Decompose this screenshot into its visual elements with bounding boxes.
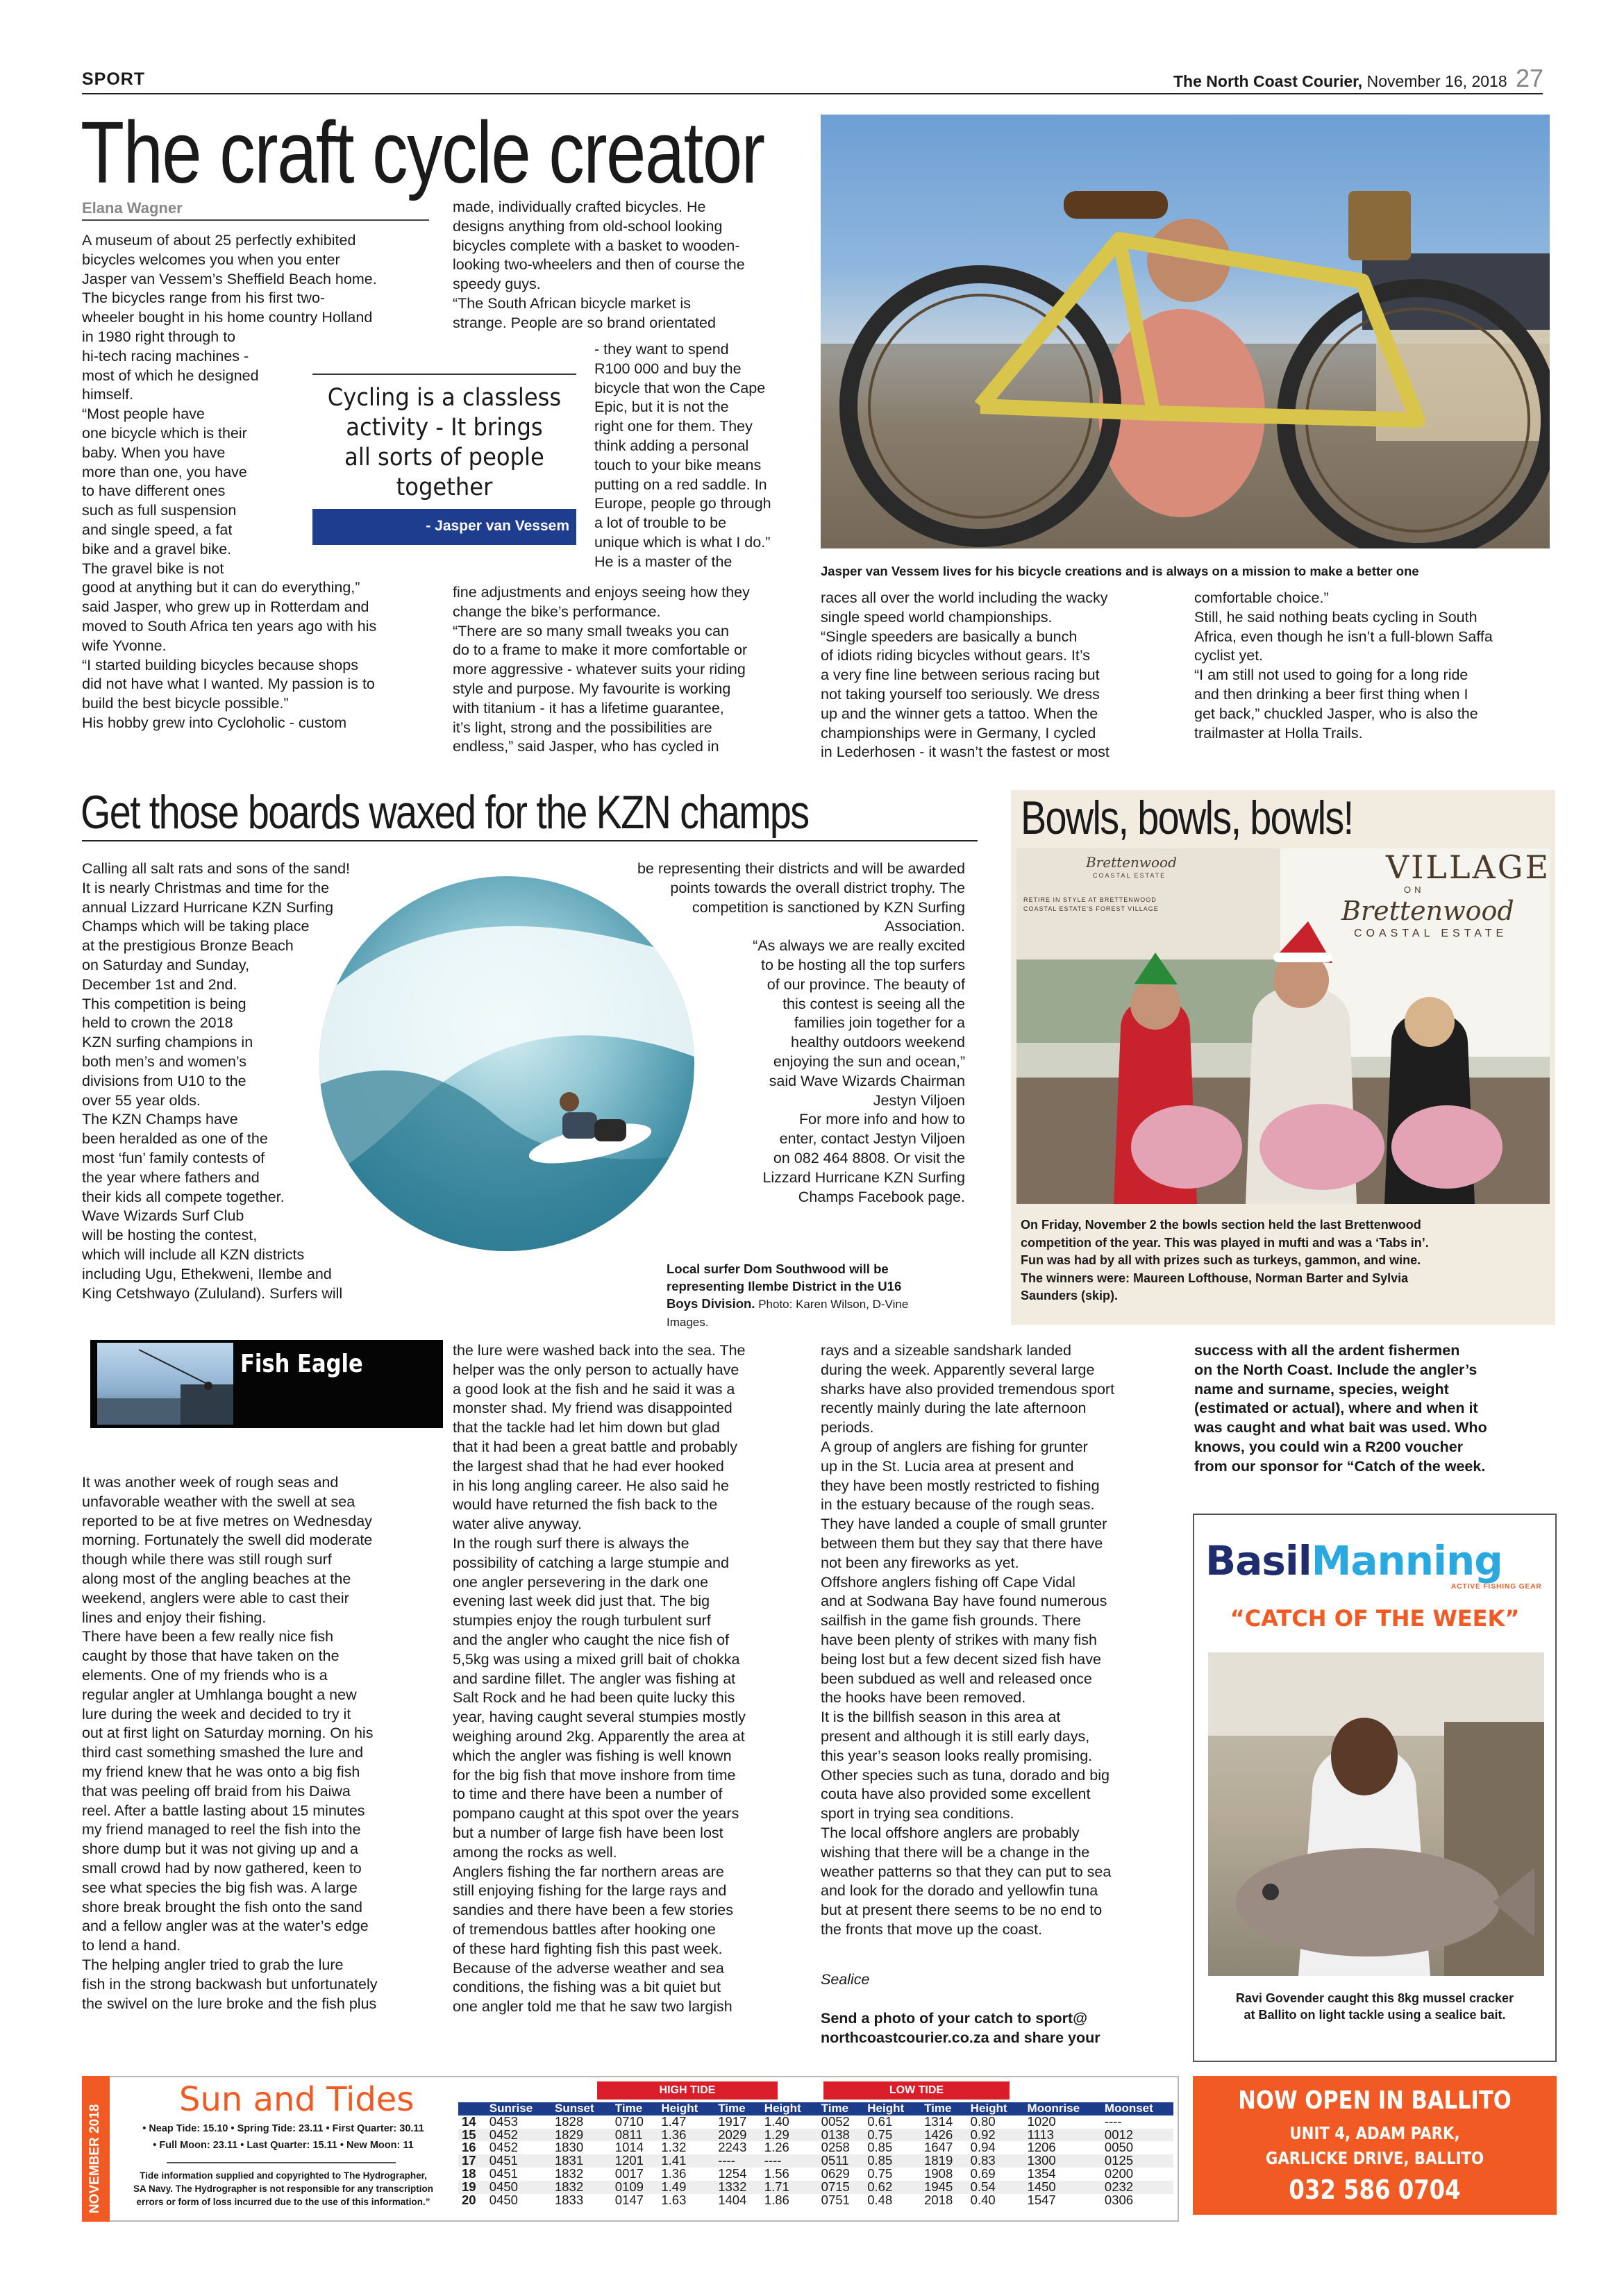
- tide-cell: 0452: [489, 2127, 518, 2142]
- tide-cell: 0012: [1104, 2127, 1134, 2142]
- tide-cell: 1014: [614, 2140, 644, 2155]
- tide-table-wrap: [458, 2102, 1173, 2206]
- tide-cell: 0.48: [867, 2192, 893, 2207]
- tide-col-header: Sunset: [554, 2102, 594, 2115]
- moon-phases-1: • Neap Tide: 15.10 • Spring Tide: 23.11 • First Quarter: 30.11: [142, 2123, 424, 2134]
- tide-table-header: [458, 2102, 1173, 2115]
- tide-col-header: Height: [867, 2102, 905, 2115]
- tide-cell: 1945: [924, 2179, 953, 2194]
- tide-cell: 0450: [489, 2179, 518, 2194]
- tide-row: [458, 2115, 1173, 2129]
- tide-col-header: Height: [970, 2102, 1007, 2115]
- tide-cell: 0451: [489, 2153, 518, 2168]
- brettenwood-sub: COASTAL ESTATE: [1093, 872, 1166, 879]
- tide-row: [458, 2168, 1173, 2181]
- tide-cell: 0.85: [867, 2140, 893, 2155]
- tide-cell: 0715: [821, 2179, 850, 2194]
- tide-cell: 0751: [821, 2192, 850, 2207]
- tide-cell: 0511: [821, 2153, 849, 2168]
- tide-cell: 1314: [924, 2113, 953, 2129]
- tide-col-header: Height: [661, 2102, 698, 2115]
- tide-col-header: Time: [614, 2102, 643, 2115]
- tide-cell: 1300: [1027, 2153, 1056, 2168]
- tide-col-header: Moonset: [1104, 2102, 1153, 2115]
- tide-cell: 0050: [1104, 2140, 1134, 2155]
- tide-table: [458, 2102, 1173, 2206]
- sign-brettenwood: Brettenwood: [1341, 896, 1514, 926]
- tide-cell: 1020: [1027, 2113, 1056, 2129]
- tide-cell: 0017: [614, 2165, 644, 2181]
- tide-cell: 1206: [1027, 2140, 1056, 2155]
- header-rule: [82, 93, 1543, 94]
- tide-cell: 0052: [821, 2113, 850, 2129]
- masthead-dateline: [1173, 72, 1507, 91]
- tide-cell: 2029: [718, 2127, 747, 2142]
- tide-cell: 1830: [554, 2140, 584, 2155]
- tides-disclaimer: Tide information supplied and copyrighted to The Hydrographer, SA Navy. The Hydrographer is not responsible for any transcription errors or form of loss incurred due to the use of this information.”: [133, 2170, 434, 2207]
- tide-cell: 0811: [614, 2127, 643, 2142]
- fish-col4-bold: success with all the ardent fishermen on the North Coast. Include the angler’s name and surname, species, weight (estimated or actual), where and when it was caught and what bait was used. Who knows, you could win a R200 voucher from our sponsor for “Catch of the week.: [1194, 1342, 1487, 1475]
- tide-day: 18: [462, 2165, 476, 2181]
- ballito-phone: 032 586 0704: [1289, 2175, 1461, 2205]
- tide-cell: ----: [764, 2153, 782, 2168]
- sign-on: ON: [1404, 885, 1425, 895]
- tide-col-header: Sunrise: [489, 2102, 533, 2115]
- tide-row: [458, 2181, 1173, 2194]
- tide-day: 14: [462, 2113, 476, 2129]
- tide-cell: 1917: [718, 2113, 747, 2129]
- tide-cell: 1832: [554, 2165, 584, 2181]
- tide-cell: 0232: [1104, 2179, 1134, 2194]
- tide-cell: 0.62: [867, 2179, 893, 2194]
- story2-headline: Get those boards waxed for the KZN champs: [81, 786, 809, 839]
- story1-col4: comfortable choice.” Still, he said nothing beats cycling in South Africa, even though he isn’t a full-blown Saffa cyclist yet. “I am still not used to going for a long ride and then drinking a beer first thing when I get back,” chuckled Jasper, who is also the trailmaster at Holla Trails.: [1194, 589, 1493, 741]
- tide-cell: ----: [1104, 2113, 1122, 2129]
- surfer-caption: [667, 1243, 972, 1331]
- tide-cell: 0147: [614, 2192, 644, 2207]
- tide-cell: 1.47: [661, 2113, 687, 2129]
- tide-cell: 1354: [1027, 2165, 1056, 2181]
- tide-day: 15: [462, 2127, 476, 2142]
- tide-cell: ----: [718, 2153, 735, 2168]
- byline-rule: [82, 219, 429, 221]
- high-tide-label: HIGH TIDE: [659, 2084, 716, 2096]
- issue-date: November 16, 2018: [1362, 72, 1507, 90]
- tide-cell: 2018: [924, 2192, 953, 2207]
- tide-cell: 1.29: [764, 2127, 789, 2142]
- bowls-caption: On Friday, November 2 the bowls section held the last Brettenwood competition of the year. This was played in mufti and was a ‘Tabs in’. Fun was had by all with prizes such as turkeys, gammon, and wine. The winners were: Maureen Lofthouse, Norman Barter and Sylvia Saunders (skip).: [1021, 1218, 1429, 1302]
- tide-col-header: Time: [718, 2102, 746, 2115]
- tide-cell: 1426: [924, 2127, 953, 2142]
- story1-col1: A museum of about 25 perfectly exhibited bicycles welcomes you when you enter Jasper van Vessem’s Sheffield Beach home. The bicycles range from his first two- wheeler bought in his home country Holland in 1980 right through to hi-tech racing machines - most of which he designed himself. “Most people have one bicycle which is their baby. When you have more than one, you have to have different ones such as full suspension and single speed, a fat bike and a gravel bike. The gravel bike is not good at anything but it can do everything,” said Jasper, who grew up in Rotterdam and moved to South Africa ten years ago with his wife Yvonne. “I started building bicycles because shops did not have what I wanted. My passion is to build the best bicycle possible.” His hobby grew into Cycloholic - custom: [82, 232, 377, 731]
- catch-photo: [1208, 1652, 1544, 1976]
- story1-headline: The craft cycle creator: [81, 103, 764, 201]
- bicycle-photo-caption: Jasper van Vessem lives for his bicycle creations and is always on a mission to make a better one: [821, 564, 1419, 578]
- tide-cell: 0200: [1104, 2165, 1134, 2181]
- story1-col3: races all over the world including the wacky single speed world championships. “Single speeders are basically a bunch of idiots riding bicycles without gears. It’s a very fine line between serious racing but not taking yourself too seriously. We dress up and the winner gets a tattoo. When the championships were in Germany, I cycled in Lederhosen - it wasn’t the fastest or most: [821, 589, 1110, 761]
- tide-cell: 0453: [489, 2113, 518, 2129]
- tide-cell: 1.32: [661, 2140, 687, 2155]
- fish-col1: It was another week of rough seas and unfavorable weather with the swell at sea reported to be at five metres on Wednesday morning. Fortunately the swell did moderate though while there was still rough surf along most of the angling beaches at the weekend, anglers were able to cast their lines and enjoy their fishing. There have been a few really nice fish caught by those that have taken on the elements. One of my friends who is a regular angler at Umhlanga bought a new lure during the week and decided to try it out at first light on Saturday morning. On his third cast something smashed the lure and my friend knew that he was onto a big fish that was peeling off braid from his Daiwa reel. After a battle lasting about 15 minutes my friend managed to reel the fish into the shore dump but it was not giving up and a small crowd had by now gathered, keen to see what species the big fish was. A large shore break brought the fish onto the sand and a fellow angler was at the water’s edge to lend a hand. The helping angler tried to grab the lure fish in the strong backwash but unfortunately the swivel on the lure broke and the fish plus: [82, 1474, 378, 2012]
- tide-cell: 0710: [614, 2113, 644, 2129]
- tide-cell: 1.86: [764, 2192, 789, 2207]
- tide-cell: 1908: [924, 2165, 953, 2181]
- low-tide-label: LOW TIDE: [889, 2084, 944, 2096]
- tide-cell: 0.40: [970, 2192, 996, 2207]
- tide-row: [458, 2194, 1173, 2207]
- tide-cell: 1829: [554, 2127, 584, 2142]
- tide-day: 20: [462, 2192, 476, 2207]
- story1-col2-narrow: - they want to spend R100 000 and buy the bicycle that won the Cape Epic, but it is not the right one for them. They think adding a personal touch to your bike means putting on a red saddle. In Europe, people go through a lot of trouble to be unique which is what I do.” He is a master of the: [594, 341, 771, 570]
- tide-cell: 1254: [718, 2165, 747, 2181]
- brettenwood-brand: Brettenwood: [1086, 854, 1177, 871]
- tide-cell: 0138: [821, 2127, 850, 2142]
- story1-byline: Elana Wagner: [82, 199, 183, 217]
- tide-cell: 0.94: [970, 2140, 996, 2155]
- ballito-line1: NOW OPEN IN BALLITO: [1238, 2086, 1512, 2115]
- fish-col3-bold: Send a photo of your catch to sport@ northcoastcourier.co.za and share your: [821, 2010, 1100, 2046]
- tide-cell: 0.85: [867, 2153, 893, 2168]
- pullquote-attribution: - Jasper van Vessem: [426, 518, 569, 534]
- bicycle-photo: [821, 115, 1550, 548]
- ballito-line3: GARLICKE DRIVE, BALLITO: [1265, 2148, 1484, 2168]
- catch-caption: Ravi Govender caught this 8kg mussel cracker at Ballito on light tackle using a sealice bait.: [1235, 1991, 1514, 2022]
- tides-divider: [167, 2162, 396, 2163]
- section-label: SPORT: [82, 69, 146, 89]
- fish-col3: rays and a sizeable sandshark landed during the week. Apparently several large sharks have also provided tremendous sport recently mainly during the late afternoon periods. A group of anglers are fishing for grunter up in the St. Lucia area at present and they have been mostly restricted to fishing in the estuary because of the rough seas. They have landed a couple of small grunter between them but they say that there have not been any fireworks as yet. Offshore anglers fishing off Cape Vidal and at Sodwana Bay have found numerous sailfish in the game fish grounds. There have been plenty of strikes with many fish being lost but a few decent sized fish have been subdued as well and released once the hooks have been removed. It is the billfish season in this area at present and although it is still early days, this year’s season looks really promising. Other species such as tuna, dorado and big couta have also provided some excellent sport in trying sea conditions. The local offshore anglers are probably wishing that there will be a change in the weather patterns so that they can put to sea and look for the dorado and yellowfin tuna but at present there seems to be no end to the fronts that move up the coast.: [821, 1342, 1115, 1938]
- tide-cell: 1.41: [661, 2153, 687, 2168]
- tide-cell: 1832: [554, 2179, 584, 2194]
- story1-col2-bottom: fine adjustments and enjoys seeing how they change the bike’s performance. “There are so many small tweaks you can do to a frame to make it more comfortable or more aggressive - whatever suits your riding style and purpose. My favourite is working with titanium - it has a lifetime guarantee, it’s light, strong and the possibilities are endless,” said Jasper, who has cycled in: [453, 584, 750, 755]
- logo-tagline: ACTIVE FISHING GEAR: [1451, 1583, 1542, 1591]
- story2-col2: be representing their districts and will be awarded points towards the overall district trophy. The competition is sanctioned by KZN Surfing Association. “As always we are really excited to be hosting all the top surfers of our province. The beauty of this contest is seeing all the families join together for a healthy outdoors weekend enjoying the sun and ocean,” said Wave Wizards Chairman Jestyn Viljoen For more info and how to enter, contact Jestyn Viljoen on 082 464 8808. Or visit the Lizzard Hurricane KZN Surfing Champs Facebook page.: [637, 860, 965, 1205]
- tide-cell: 1833: [554, 2192, 584, 2207]
- tide-cell: 0.80: [970, 2113, 996, 2129]
- tide-cell: 2243: [718, 2140, 747, 2155]
- story2-col1: Calling all salt rats and sons of the sand! It is nearly Christmas and time for the annual Lizzard Hurricane KZN Surfing Champs which will be taking place at the prestigious Bronze Beach on Saturday and Sunday, December 1st and 2nd. This competition is being held to crown the 2018 KZN surfing champions in both men’s and women’s divisions from U10 to the over 55 year olds. The KZN Champs have been heralded as one of the most ‘fun’ family contests of the year where fathers and their kids all compete together. Wave Wizards Surf Club will be hosting the contest, which will include all KZN districts including Ugu, Ethekweni, Ilembe and King Cetshwayo (Zululand). Surfers will: [82, 860, 351, 1302]
- pull-quote: Cycling is a classless activity - It brings all sorts of people together: [327, 384, 562, 501]
- tide-cell: 1.36: [661, 2165, 687, 2181]
- sign-village: VILLAGE: [1386, 848, 1551, 886]
- tide-cell: 0452: [489, 2140, 518, 2155]
- story3-headline: Bowls, bowls, bowls!: [1021, 791, 1353, 844]
- retire-tagline: RETIRE IN STYLE AT BRETTENWOOD COASTAL ESTATE'S FOREST VILLAGE: [1023, 896, 1159, 912]
- tide-cell: 0.54: [970, 2179, 996, 2194]
- story2-rule: [82, 840, 978, 841]
- tide-cell: 0451: [489, 2165, 518, 2181]
- tide-table-body: [458, 2115, 1173, 2207]
- tide-cell: 0629: [821, 2165, 850, 2181]
- tide-col-header: Height: [764, 2102, 801, 2115]
- tide-cell: 1.56: [764, 2165, 789, 2181]
- tide-cell: 1113: [1027, 2127, 1054, 2142]
- logo-basil: Basil: [1205, 1537, 1312, 1584]
- fish-sign-off: Sealice: [821, 1971, 870, 1988]
- tide-cell: 1450: [1027, 2179, 1056, 2194]
- fish-eagle-title: Fish Eagle: [240, 1350, 363, 1378]
- tide-cell: 1647: [924, 2140, 953, 2155]
- tide-day: 19: [462, 2179, 476, 2194]
- tide-col-header: Moonrise: [1027, 2102, 1080, 2115]
- tide-cell: 0.61: [867, 2113, 893, 2129]
- surfer-caption-text: Local surfer Dom Southwood will be representing Ilembe District in the U16 Boys Division.: [667, 1262, 902, 1311]
- logo-manning: Manning: [1311, 1537, 1502, 1584]
- tide-cell: 1.71: [764, 2179, 789, 2194]
- tide-cell: 0.83: [970, 2153, 996, 2168]
- tide-cell: 1.49: [661, 2179, 687, 2194]
- moon-phases-2: • Full Moon: 23.11 • Last Quarter: 15.11 • New Moon: 11: [153, 2140, 414, 2151]
- tide-cell: 0450: [489, 2192, 518, 2207]
- tide-cell: 1.63: [661, 2192, 687, 2207]
- tide-col-header: Time: [924, 2102, 952, 2115]
- angler-thumbnail: [97, 1343, 233, 1425]
- page-number: 27: [1516, 64, 1544, 92]
- tide-cell: 1404: [718, 2192, 747, 2207]
- tide-col-header: [458, 2102, 486, 2115]
- sign-coastal-estate: COASTAL ESTATE: [1354, 928, 1508, 939]
- fish-col2: the lure were washed back into the sea. The helper was the only person to actually have a good look at the fish and he said it was a monster shad. My friend was disappointed that the tackle had let him down but glad that it had been a great battle and probably the largest shad that he had ever hooked in his long angling career. He also said he would have returned the fish back to the water alive anyway. In the rough surf there is always the possibility of catching a large stumpie and one angler persevering in the dark one evening last week did just that. The big stumpies enjoy the rough turbulent surf and the angler who caught the nice fish of 5,5kg was using a mixed grill bait of chokka and sardine fillet. The angler was fishing at Salt Rock and he had been quite lucky this year, having caught several stumpies mostly weighing around 2kg. Apparently the area at which the angler was fishing is well known for the big fish that move inshore from time to time and there have been a number of pompano caught at this spot over the years but a number of large fish have been lost among the rocks as well. Anglers fishing the far northern areas are still enjoying fishing for the large rays and sandies and there have been a few stories of tremendous battles after hooking one of these hard fighting fish this past week. Because of the adverse weather and sea conditions, the fishing was a bit quiet but one angler told me that he saw two largish: [453, 1342, 746, 2016]
- tide-col-header: Time: [821, 2102, 849, 2115]
- tide-cell: 1.36: [661, 2127, 687, 2142]
- tide-cell: 1.26: [764, 2140, 789, 2155]
- basil-manning-logo: [1205, 1537, 1546, 1584]
- tide-cell: 1201: [614, 2153, 644, 2168]
- tide-cell: 1819: [924, 2153, 953, 2168]
- surfer-photo-credit: Photo: Karen Wilson, D-Vine Images.: [667, 1298, 909, 1329]
- tide-cell: 0258: [821, 2140, 850, 2155]
- tide-cell: 1828: [554, 2113, 584, 2129]
- tide-cell: 0.69: [970, 2165, 996, 2181]
- tides-side-label: NOVEMBER 2018: [87, 2104, 102, 2213]
- ballito-line2: UNIT 4, ADAM PARK,: [1289, 2123, 1460, 2143]
- tide-cell: 0.92: [970, 2127, 996, 2142]
- tide-cell: 0.75: [867, 2127, 893, 2142]
- tide-day: 16: [462, 2140, 476, 2155]
- tide-day: 17: [462, 2153, 476, 2168]
- tide-cell: 0.75: [867, 2165, 893, 2181]
- tides-title: Sun and Tides: [179, 2080, 415, 2119]
- catch-slogan: “CATCH OF THE WEEK”: [1230, 1605, 1520, 1632]
- tide-cell: 1547: [1027, 2192, 1056, 2207]
- pullquote-rule: [312, 374, 576, 375]
- tide-cell: 1.40: [764, 2113, 789, 2129]
- story1-col2-top: made, individually crafted bicycles. He designs anything from old-school looking bicycles complete with a basket to wooden- looking two-wheelers and then of course the speedy guys. “The South African bicycle market is strange. People are so brand orientated: [453, 199, 745, 331]
- tide-cell: 0109: [614, 2179, 644, 2194]
- masthead: The North Coast Courier,: [1173, 72, 1363, 90]
- tide-cell: 0125: [1104, 2153, 1134, 2168]
- tide-cell: 1332: [718, 2179, 747, 2194]
- tide-cell: 1831: [554, 2153, 584, 2168]
- tide-cell: 0306: [1104, 2192, 1134, 2207]
